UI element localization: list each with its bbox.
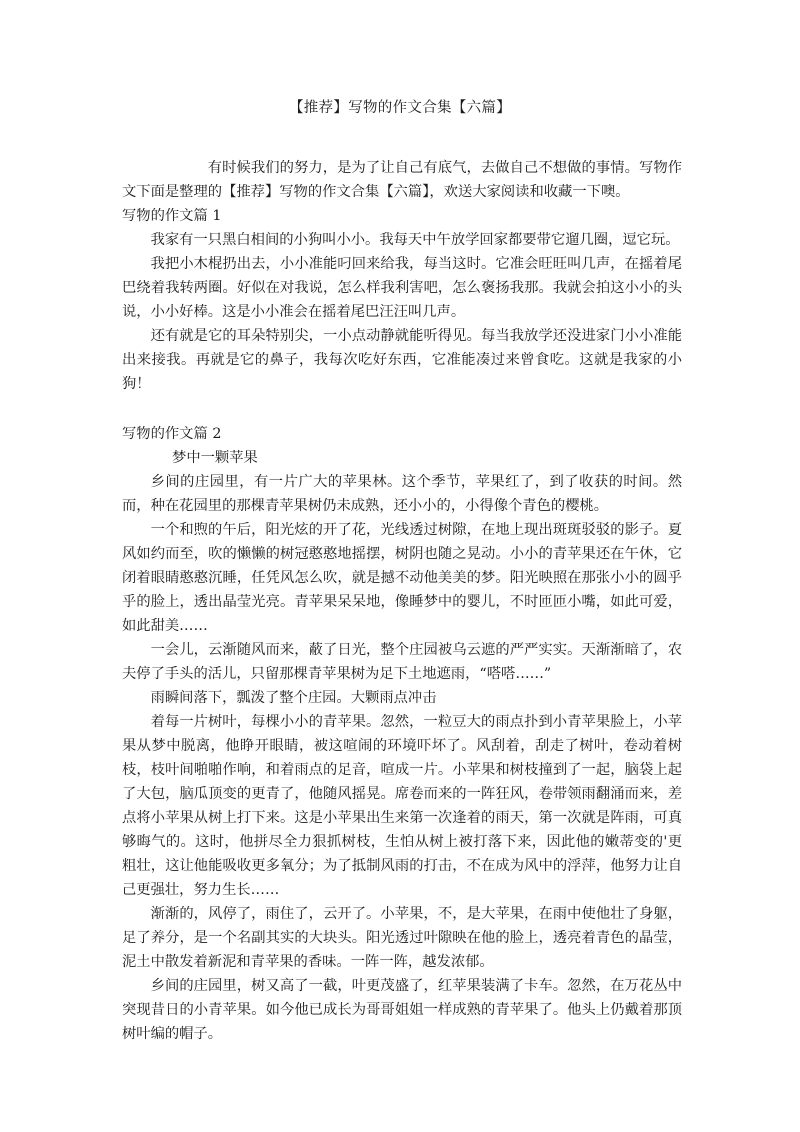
section-spacer — [122, 396, 682, 422]
section-1-heading: 写物的作文篇 1 — [122, 208, 222, 224]
section-1-paragraph-2: 我把小木棍扔出去，小小准能叼回来给我，每当这时。它准会旺旺叫几声，在摇着尾巴绕着我转两圈。好似在对我说，怎么样我利害吧，怎么褒扬我那。我就会拍这小小的头说，小小好棒。这是小小准会在摇着尾巴汪汪叫几声。 — [122, 256, 682, 320]
section-2-paragraph-1: 乡间的庄园里，有一片广大的苹果林。这个季节，苹果红了，到了收获的时间。然而，种在花园里的那棵青苹果树仍未成熟，还小小的，小得像个青色的樱桃。 — [122, 474, 682, 514]
intro-paragraph: 有时候我们的努力，是为了让自己有底气，去做自己不想做的事情。写物作文下面是整理的【推荐】写物的作文合集【六篇】，欢送大家阅读和收藏一下噢。 — [122, 160, 682, 200]
section-2-paragraph-7: 乡间的庄园里，树又高了一截，叶更茂盛了，红苹果装满了卡车。忽然，在万花丛中突现昔日的小青苹果。如今他已成长为哥哥姐姐一样成熟的青苹果了。他头上仍戴着那顶树叶编的帽子。 — [122, 978, 682, 1042]
document-title: 【推荐】写物的作文合集【六篇】 — [289, 100, 511, 116]
section-1-paragraph-1: 我家有一只黑白相间的小狗叫小小。我每天中午放学回家都要带它遛几圈，逗它玩。 — [150, 232, 680, 248]
document-body — [122, 156, 682, 1046]
section-2-paragraph-5: 着每一片树叶，每棵小小的青苹果。忽然，一粒豆大的雨点扑到小青苹果脸上，小苹果从梦中脱离，他睁开眼睛，被这喧闹的环境吓坏了。风刮着，刮走了树叶，卷动着树枝，枝叶间啪啪作响，和着雨点的足音，喧成一片。小苹果和树枝撞到了一起，脑袋上起了大包，脑瓜顶变的更青了，他随风摇晃。席卷而来的一阵狂风，卷带领雨翻涌而来，差点将小苹果从树上打下来。这是小苹果出生来第一次逢着的雨天，第一次就是阵雨，可真够晦气的。这时，他拼尽全力狠抓树枝，生怕从树上被打落下来，因此他的嫩蒂变的'更粗壮，这让他能吸收更多氧分；为了抵制风雨的打击，不在成为风中的浮萍，他努力让自己更强壮，努力生长…… — [122, 714, 682, 898]
section-2-paragraph-6: 渐渐的，风停了，雨住了，云开了。小苹果，不，是大苹果，在雨中使他壮了身躯，足了养分，是一个名副其实的大块头。阳光透过叶隙映在他的脸上，透亮着青色的晶莹，泥土中散发着新泥和青苹果的香味。一阵一阵，越发浓郁。 — [122, 906, 682, 970]
section-2-heading: 写物的作文篇 2 — [122, 426, 222, 442]
section-2-paragraph-2: 一个和煦的午后，阳光炫的开了花，光线透过树隙，在地上现出斑斑驳驳的影子。夏风如约而至，吹的懒懒的树冠憨憨地摇摆，树阴也随之晃动。小小的青苹果还在午休，它闭着眼睛憨憨沉睡，任凭风怎么吹，就是撼不动他美美的梦。阳光映照在那张小小的圆乎乎的脸上，透出晶莹光亮。青苹果呆呆地，像睡梦中的婴儿，不时匝匝小嘴，如此可爱，如此甜美…… — [122, 522, 682, 634]
section-2-subheading: 梦中一颗苹果 — [172, 450, 258, 466]
section-2-paragraph-4: 雨瞬间落下，瓢泼了整个庄园。大颗雨点冲击 — [150, 690, 437, 706]
section-2-paragraph-3: 一会儿，云渐随风而来，蔽了日光，整个庄园被乌云遮的严严实实。天渐渐暗了，农夫停了手头的活儿，只留那棵青苹果树为足下土地遮雨，“嗒嗒……” — [122, 642, 682, 682]
section-1-paragraph-3: 还有就是它的耳朵特别尖，一小点动静就能听得见。每当我放学还没进家门小小准能出来接我。再就是它的鼻子，我每次吃好东西，它准能凑过来曾食吃。这就是我家的小狗！ — [122, 328, 682, 392]
